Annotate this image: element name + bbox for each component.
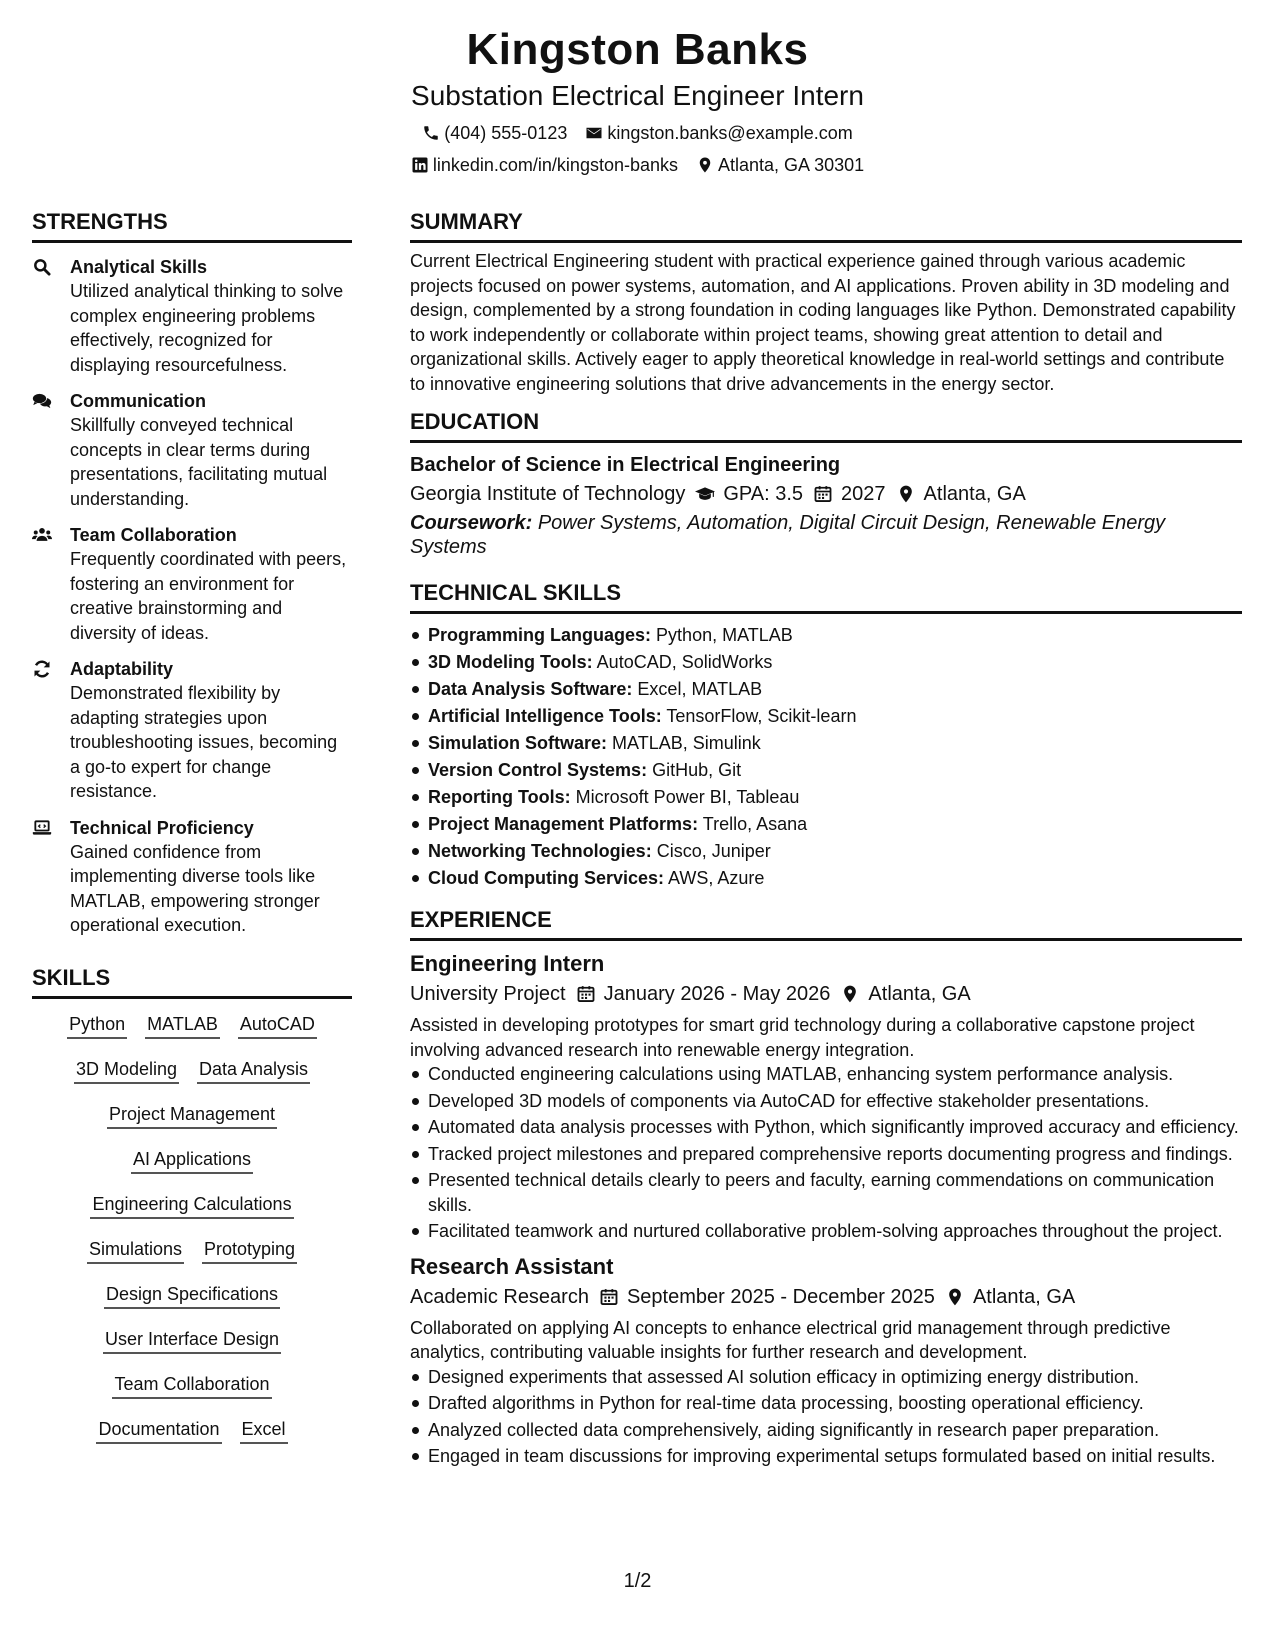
graduation-cap-icon xyxy=(695,484,715,504)
skill-value: TensorFlow, Scikit-learn xyxy=(666,706,857,726)
job-dates-text: September 2025 - December 2025 xyxy=(626,1285,935,1308)
strengths-heading: STRENGTHS xyxy=(32,208,352,243)
users-icon xyxy=(32,525,52,545)
skill-row xyxy=(32,1326,352,1371)
job-location-text: Atlanta, GA xyxy=(868,983,971,1005)
skill-value: Cisco, Juniper xyxy=(656,841,771,861)
strength-item xyxy=(32,816,352,938)
strength-name: Analytical Skills xyxy=(70,257,208,277)
job-meta xyxy=(410,979,1242,1009)
list-item xyxy=(410,865,1242,892)
list-item: Developed 3D models of components via AutoCAD for effective stakeholder presentations. xyxy=(410,1089,1242,1114)
page-number: 1/2 xyxy=(623,1570,652,1592)
skill-tags xyxy=(32,1011,352,1461)
strength-item xyxy=(32,255,352,377)
school-name xyxy=(410,479,685,509)
skill-tag: Excel xyxy=(240,1416,288,1444)
summary-text: Current Electrical Engineering student with practical experience gained through various academic projects focused on power systems, automation, and AI applications. Proven ability in 3D modeling and design, complemented by a strong foundation in coding languages like Python. Demonstrated capability to work independently or collaborate within project teams, showing great attention to detail and organizational skills. Actively eager to apply theoretical knowledge in real-world settings and contribute to innovative engineering solutions that drive advancements in the energy sector. xyxy=(410,251,1236,394)
strength-desc: Gained confidence from implementing diverse tools like MATLAB, empowering stronger operational execution. xyxy=(70,841,320,935)
skill-label: Data Analysis Software: xyxy=(428,679,633,699)
skill-value: MATLAB, Simulink xyxy=(612,733,761,753)
skill-row xyxy=(32,1146,352,1191)
skill-value: AWS, Azure xyxy=(668,868,765,888)
strength-desc: Utilized analytical thinking to solve complex engineering problems effectively, recognized for displaying resourcefulness. xyxy=(70,281,344,375)
skill-label: Cloud Computing Services: xyxy=(428,868,665,888)
linkedin-text[interactable]: linkedin.com/in/kingston-banks xyxy=(432,155,679,175)
phone-text: (404) 555-0123 xyxy=(444,123,568,143)
job-title: Engineering Intern xyxy=(410,951,605,976)
strength-name: Technical Proficiency xyxy=(70,817,254,838)
school-location xyxy=(896,479,1026,509)
gpa-text: GPA: 3.5 xyxy=(723,483,804,505)
calendar-icon xyxy=(576,984,596,1004)
skill-tag: Simulations xyxy=(87,1236,184,1264)
job-meta xyxy=(410,1282,1242,1312)
technical-skills-heading: TECHNICAL SKILLS xyxy=(410,579,1242,614)
job-dates xyxy=(576,979,831,1009)
job-entry xyxy=(410,1252,1242,1469)
job-org xyxy=(410,979,566,1009)
strength-item xyxy=(32,657,352,804)
job-org xyxy=(410,1282,589,1312)
strength-name: Team Collaboration xyxy=(70,525,237,545)
skill-tag: User Interface Design xyxy=(103,1326,281,1354)
skill-label: 3D Modeling Tools: xyxy=(428,652,593,672)
list-item: Drafted algorithms in Python for real-time data processing, boosting operational efficiency. xyxy=(410,1391,1242,1416)
skill-row xyxy=(32,1281,352,1326)
skills-section xyxy=(32,964,352,1461)
skill-tag: Project Management xyxy=(107,1101,277,1129)
resume-header xyxy=(0,22,1275,178)
skill-tag: MATLAB xyxy=(145,1011,220,1039)
skill-tag: Documentation xyxy=(96,1416,221,1444)
list-item: Automated data analysis processes with Python, which significantly improved accuracy and efficiency. xyxy=(410,1115,1242,1140)
list-item: Designed experiments that assessed AI solution efficacy in optimizing energy distribution. xyxy=(410,1365,1242,1390)
list-item xyxy=(410,784,1242,811)
job-dates-text: January 2026 - May 2026 xyxy=(603,983,831,1005)
contact-phone xyxy=(422,120,567,146)
skill-tag: Python xyxy=(67,1011,127,1039)
education-heading: EDUCATION xyxy=(410,408,1242,443)
skill-row xyxy=(32,1416,352,1461)
skill-tag: Data Analysis xyxy=(197,1056,310,1084)
job-description: Collaborated on applying AI concepts to enhance electrical grid management through predictive analytics, contributing valuable insights for further research and development. xyxy=(410,1317,1171,1362)
year-text: 2027 xyxy=(841,483,886,505)
strength-desc: Skillfully conveyed technical concepts in clear terms during presentations, facilitating mutual understanding. xyxy=(70,415,328,509)
calendar-icon xyxy=(599,1287,619,1307)
job-bullets xyxy=(410,1365,1242,1469)
left-column xyxy=(32,208,352,1461)
list-item xyxy=(410,730,1242,757)
strength-item xyxy=(32,389,352,511)
map-marker-icon xyxy=(896,484,916,504)
technical-skills-section xyxy=(410,579,1242,892)
right-column xyxy=(410,208,1242,1471)
skills-heading: SKILLS xyxy=(32,964,352,999)
skill-tag: 3D Modeling xyxy=(74,1056,179,1084)
strength-name: Communication xyxy=(70,391,207,411)
phone-icon xyxy=(422,124,440,142)
skill-tag: Prototyping xyxy=(202,1236,297,1264)
job-org-text: Academic Research xyxy=(410,1285,589,1308)
list-item xyxy=(410,757,1242,784)
chat-icon xyxy=(32,391,52,411)
strength-item xyxy=(32,523,352,645)
linkedin-icon xyxy=(411,156,429,174)
job-org-text: University Project xyxy=(410,983,566,1005)
skill-label: Reporting Tools: xyxy=(428,787,571,807)
gpa xyxy=(695,479,803,509)
skill-label: Programming Languages: xyxy=(428,625,652,645)
school-text: Georgia Institute of Technology xyxy=(410,483,686,505)
location-text: Atlanta, GA 30301 xyxy=(718,155,865,175)
list-item xyxy=(410,838,1242,865)
skill-row xyxy=(32,1371,352,1416)
contact-location xyxy=(696,152,864,178)
candidate-name: Kingston Banks xyxy=(466,25,809,74)
list-item: Facilitated teamwork and nurtured collaborative problem-solving approaches throughout the project. xyxy=(410,1219,1242,1244)
summary-heading: SUMMARY xyxy=(410,208,1242,243)
strength-desc: Demonstrated flexibility by adapting strategies upon troubleshooting issues, becoming a go-to expert for change resistance. xyxy=(70,683,338,801)
list-item: Presented technical details clearly to peers and faculty, earning commendations on communication skills. xyxy=(410,1168,1242,1217)
skill-tag: Team Collaboration xyxy=(112,1371,271,1399)
contact-email[interactable] xyxy=(585,120,852,146)
contact-line-2 xyxy=(0,152,1275,178)
list-item xyxy=(410,703,1242,730)
job-location xyxy=(945,1282,1075,1312)
skill-value: Excel, MATLAB xyxy=(637,679,763,699)
skill-label: Artificial Intelligence Tools: xyxy=(428,706,662,726)
job-title: Research Assistant xyxy=(410,1253,614,1279)
list-item xyxy=(410,622,1242,649)
skill-row xyxy=(32,1056,352,1101)
education-meta xyxy=(410,479,1242,509)
list-item: Engaged in team discussions for improving experimental setups formulated based on initial results. xyxy=(410,1444,1242,1469)
list-item: Analyzed collected data comprehensively, aiding significantly in research paper preparation. xyxy=(410,1418,1242,1443)
skill-label: Simulation Software: xyxy=(428,733,608,753)
skill-row xyxy=(32,1101,352,1146)
skill-tag: AutoCAD xyxy=(238,1011,317,1039)
email-text[interactable]: kingston.banks@example.com xyxy=(607,123,853,143)
job-entry xyxy=(410,949,1242,1244)
job-location xyxy=(840,979,970,1009)
coursework-label: Coursework: xyxy=(410,512,533,534)
coursework-text: Power Systems, Automation, Digital Circuit Design, Renewable Energy Systems xyxy=(410,512,1166,558)
skill-row xyxy=(32,1011,352,1056)
grad-year xyxy=(813,479,886,509)
skill-label: Project Management Platforms: xyxy=(428,814,699,834)
map-marker-icon xyxy=(696,156,714,174)
skill-label: Version Control Systems: xyxy=(428,760,648,780)
candidate-title: Substation Electrical Engineer Intern xyxy=(411,80,864,111)
skill-row xyxy=(32,1236,352,1281)
job-description: Assisted in developing prototypes for smart grid technology during a collaborative capstone project involving advanced research into renewable energy integration. xyxy=(410,1015,1195,1060)
search-icon xyxy=(32,257,52,277)
job-dates xyxy=(599,1282,935,1312)
skill-value: Microsoft Power BI, Tableau xyxy=(575,787,800,807)
list-item xyxy=(410,811,1242,838)
sync-icon xyxy=(32,659,52,679)
laptop-code-icon xyxy=(32,818,52,838)
skill-value: Trello, Asana xyxy=(702,814,808,834)
envelope-icon xyxy=(585,124,603,142)
calendar-icon xyxy=(813,484,833,504)
skill-label: Networking Technologies: xyxy=(428,841,652,861)
map-marker-icon xyxy=(945,1287,965,1307)
list-item: Tracked project milestones and prepared comprehensive reports documenting progress and findings. xyxy=(410,1142,1242,1167)
strength-desc: Frequently coordinated with peers, fostering an environment for creative brainstorming and diversity of ideas. xyxy=(70,549,347,643)
contact-line-1 xyxy=(0,120,1275,146)
coursework xyxy=(410,511,1242,559)
job-location-text: Atlanta, GA xyxy=(972,1285,1076,1308)
experience-section xyxy=(410,906,1242,1469)
technical-skills-list xyxy=(410,622,1242,892)
skill-row xyxy=(32,1191,352,1236)
list-item: Conducted engineering calculations using MATLAB, enhancing system performance analysis. xyxy=(410,1062,1242,1087)
education-section xyxy=(410,408,1242,559)
skill-value: AutoCAD, SolidWorks xyxy=(596,652,773,672)
contact-linkedin[interactable] xyxy=(411,152,678,178)
skill-value: Python, MATLAB xyxy=(656,625,793,645)
skill-value: GitHub, Git xyxy=(652,760,742,780)
list-item xyxy=(410,649,1242,676)
skill-tag: Design Specifications xyxy=(104,1281,280,1309)
skill-tag: Engineering Calculations xyxy=(90,1191,293,1219)
skill-tag: AI Applications xyxy=(131,1146,253,1174)
strength-name: Adaptability xyxy=(70,659,174,679)
job-bullets xyxy=(410,1062,1242,1244)
experience-heading: EXPERIENCE xyxy=(410,906,1242,941)
degree-name: Bachelor of Science in Electrical Engineering xyxy=(410,454,841,476)
school-location-text: Atlanta, GA xyxy=(923,483,1026,505)
map-marker-icon xyxy=(840,984,860,1004)
list-item xyxy=(410,676,1242,703)
